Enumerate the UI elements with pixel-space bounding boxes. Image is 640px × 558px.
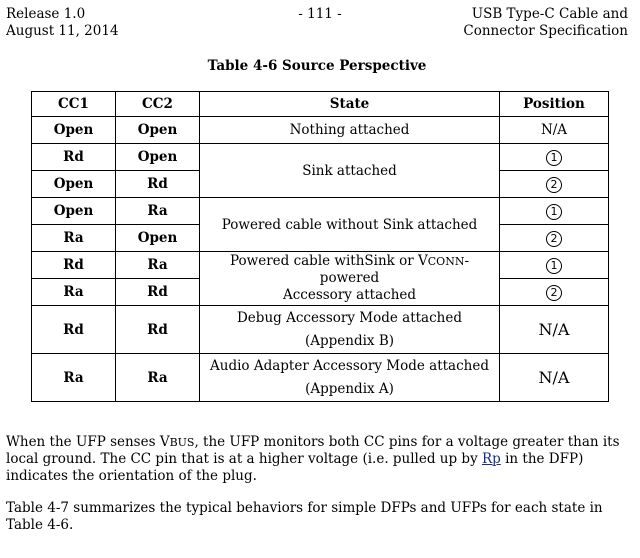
cc1-cell: Open bbox=[32, 171, 116, 198]
cc2-cell: Rd bbox=[116, 279, 200, 306]
body-paragraph-2: Table 4-7 summarizes the typical behaviors for simple DFPs and UFPs for each state in Table 4-6. bbox=[6, 500, 603, 533]
state-cell: Powered cable without Sink attached bbox=[200, 198, 500, 252]
table-row bbox=[32, 198, 609, 225]
state-cell: Debug Accessory Mode attached (Appendix B) bbox=[200, 306, 500, 354]
position-2-icon: 2 bbox=[546, 285, 562, 301]
body-paragraph-1: When the UFP senses VBUS, the UFP monitors both CC pins for a voltage greater than its local ground. The CC pin that is at a higher voltage (i.e. pulled up by Rp in the DFP) indicates the orientation of the plug. bbox=[6, 434, 620, 484]
page-number: - 111 - bbox=[298, 6, 342, 22]
cc1-cell: Ra bbox=[32, 354, 116, 402]
position-cell bbox=[500, 279, 609, 306]
state-cell: Audio Adapter Accessory Mode attached (Appendix A) bbox=[200, 354, 500, 402]
column-header-cc1: CC1 bbox=[32, 92, 116, 117]
position-cell bbox=[500, 252, 609, 279]
release-label: Release 1.0 bbox=[6, 6, 86, 22]
table-row bbox=[32, 252, 609, 279]
spec-title-line1: USB Type-C Cable and bbox=[471, 6, 628, 22]
cc1-cell: Open bbox=[32, 117, 116, 144]
cc1-cell: Rd bbox=[32, 144, 116, 171]
cc1-cell: Open bbox=[32, 198, 116, 225]
column-header-cc2: CC2 bbox=[116, 92, 200, 117]
cc2-cell: Ra bbox=[116, 198, 200, 225]
table-header-row bbox=[32, 92, 609, 117]
spec-title-line2: Connector Specification bbox=[463, 23, 628, 39]
position-2-icon: 2 bbox=[546, 231, 562, 247]
state-cell: Sink attached bbox=[200, 144, 500, 198]
cc1-cell: Rd bbox=[32, 252, 116, 279]
column-header-position: Position bbox=[500, 92, 609, 117]
cc2-cell: Open bbox=[116, 144, 200, 171]
table-row bbox=[32, 306, 609, 354]
position-cell: N/A bbox=[500, 306, 609, 354]
cc1-cell: Ra bbox=[32, 225, 116, 252]
source-perspective-table bbox=[31, 91, 609, 402]
cc2-cell: Open bbox=[116, 117, 200, 144]
position-cell bbox=[500, 144, 609, 171]
page-header-right bbox=[463, 6, 628, 40]
rp-link[interactable]: Rp bbox=[481, 451, 501, 467]
position-cell bbox=[500, 225, 609, 252]
position-1-icon: 1 bbox=[546, 258, 562, 274]
position-cell bbox=[500, 198, 609, 225]
release-date: August 11, 2014 bbox=[6, 23, 119, 39]
position-2-icon: 2 bbox=[546, 177, 562, 193]
table-row bbox=[32, 117, 609, 144]
table-caption: Table 4-6 Source Perspective bbox=[207, 58, 427, 74]
position-cell: N/A bbox=[500, 117, 609, 144]
cc1-cell: Rd bbox=[32, 306, 116, 354]
position-1-icon: 1 bbox=[546, 204, 562, 220]
table-row bbox=[32, 354, 609, 402]
position-1-icon: 1 bbox=[546, 150, 562, 166]
cc2-cell: Ra bbox=[116, 252, 200, 279]
cc2-cell: Ra bbox=[116, 354, 200, 402]
state-cell: Powered cable withSink or VCONN-powered Accessory attached bbox=[200, 252, 500, 306]
table-row bbox=[32, 144, 609, 171]
state-cell: Nothing attached bbox=[200, 117, 500, 144]
cc2-cell: Open bbox=[116, 225, 200, 252]
position-cell: N/A bbox=[500, 354, 609, 402]
cc2-cell: Rd bbox=[116, 306, 200, 354]
column-header-state: State bbox=[200, 92, 500, 117]
cc2-cell: Rd bbox=[116, 171, 200, 198]
cc1-cell: Ra bbox=[32, 279, 116, 306]
position-cell bbox=[500, 171, 609, 198]
